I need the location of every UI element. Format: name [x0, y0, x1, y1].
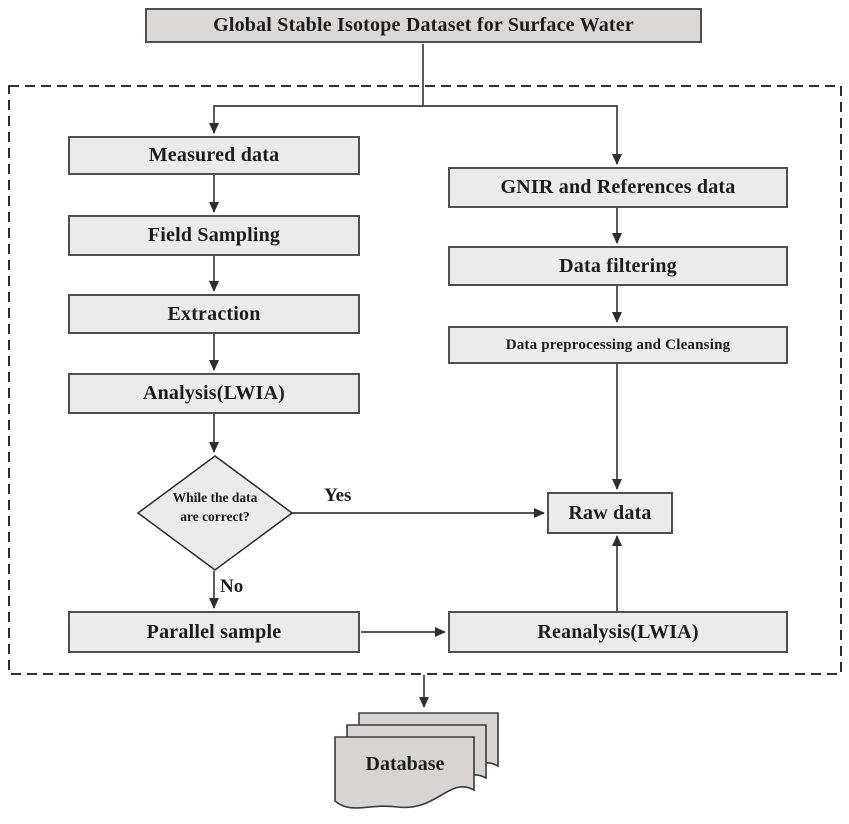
edge-label-no: No	[220, 576, 244, 597]
edge-to-measured-data	[214, 106, 423, 133]
flow-node-extraction: Extraction	[68, 294, 360, 334]
flow-node-title: Global Stable Isotope Dataset for Surface Water	[145, 8, 702, 43]
flow-node-gnir-references-data: GNIR and References data	[448, 167, 788, 208]
flow-node-reanalysis-lwia: Reanalysis(LWIA)	[448, 611, 788, 653]
decision-line2: are correct?	[180, 508, 250, 524]
edge-label-yes: Yes	[324, 485, 352, 506]
flow-node-parallel-sample: Parallel sample	[68, 611, 360, 653]
edge-to-gnir	[423, 106, 617, 164]
database-label: Database	[365, 753, 445, 775]
flow-node-data-filtering: Data filtering	[448, 246, 788, 286]
flow-node-measured-data: Measured data	[68, 136, 360, 175]
flow-node-preprocessing-cleansing: Data preprocessing and Cleansing	[448, 326, 788, 364]
decision-diamond-label	[140, 489, 290, 527]
decision-line1: While the data	[172, 490, 258, 505]
flow-node-field-sampling: Field Sampling	[68, 215, 360, 256]
flow-node-raw-data: Raw data	[547, 492, 673, 534]
flow-node-analysis-lwia: Analysis(LWIA)	[68, 373, 360, 414]
